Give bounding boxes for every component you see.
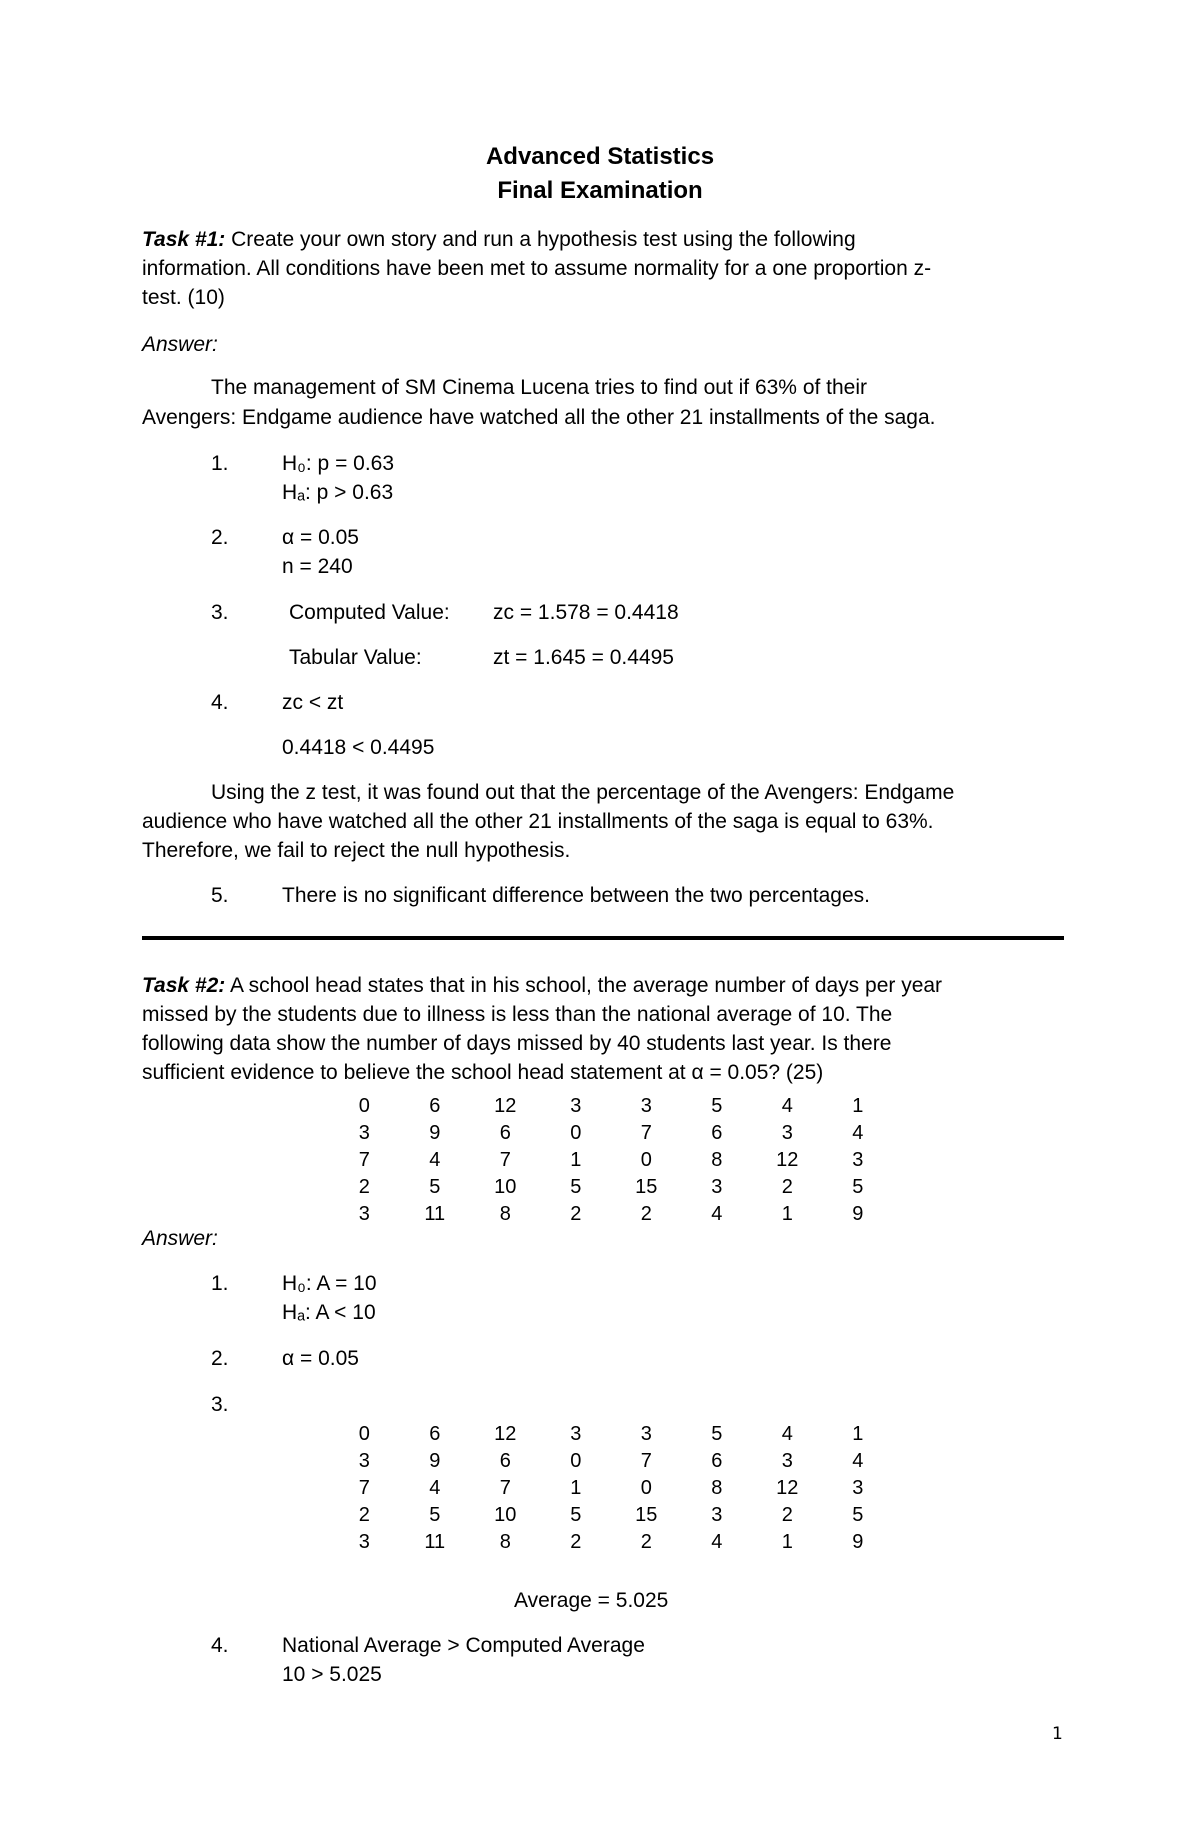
- table-cell: 10: [494, 1176, 517, 1198]
- table-cell: 11: [424, 1203, 446, 1225]
- table-row: [329, 1174, 893, 1201]
- task2-comparison: National Average > Computed Average: [282, 1634, 645, 1657]
- page-number: 1: [1052, 1724, 1063, 1744]
- table-cell: 15: [635, 1504, 658, 1526]
- table-cell: 5: [852, 1176, 864, 1198]
- table-cell: 4: [429, 1477, 441, 1499]
- table-cell: 6: [711, 1450, 723, 1472]
- task1-step1-number: 1.: [211, 452, 229, 475]
- task1-prompt: Task #1: Create your own story and run a hypothesis test using the following information. All conditions have been met to assume normality for a one proportion z- test. (10): [142, 228, 932, 309]
- table-cell: 7: [640, 1122, 652, 1144]
- table-cell: 5: [711, 1423, 723, 1445]
- table-cell: 0: [358, 1095, 370, 1117]
- task1-story-line1: The management of SM Cinema Lucena tries to find out if 63% of their: [211, 376, 868, 399]
- task1-sample-size: n = 240: [282, 555, 353, 578]
- table-cell: 9: [429, 1122, 441, 1144]
- table-cell: 3: [570, 1095, 582, 1117]
- table-cell: 1: [852, 1423, 864, 1445]
- table-cell: 8: [711, 1149, 723, 1171]
- table-cell: 1: [570, 1477, 582, 1499]
- task2-answer-label: Answer:: [142, 1227, 218, 1250]
- table-cell: 5: [852, 1504, 864, 1526]
- task2-null-hypothesis: H₀: A = 10: [282, 1272, 377, 1295]
- table-row: [329, 1201, 893, 1228]
- task2-step3-number: 3.: [211, 1393, 229, 1416]
- table-cell: 6: [711, 1122, 723, 1144]
- table-cell: 2: [358, 1176, 370, 1198]
- table-cell: 6: [429, 1095, 441, 1117]
- table-cell: 3: [640, 1095, 652, 1117]
- table-cell: 3: [358, 1531, 370, 1553]
- table-cell: 4: [781, 1095, 793, 1117]
- task1-tabular-label: Tabular Value:: [289, 646, 422, 669]
- table-cell: 12: [494, 1095, 517, 1117]
- table-cell: 6: [499, 1122, 511, 1144]
- table-cell: 6: [429, 1423, 441, 1445]
- table-cell: 1: [852, 1095, 864, 1117]
- table-cell: 3: [640, 1423, 652, 1445]
- table-cell: 3: [852, 1149, 864, 1171]
- task2-step4-number: 4.: [211, 1634, 229, 1657]
- table-row: [329, 1502, 893, 1529]
- table-cell: 4: [711, 1531, 723, 1553]
- table-cell: 3: [852, 1477, 864, 1499]
- task1-conclusion-line2: audience who have watched all the other 21 installments of the saga is equal to 63%.: [142, 810, 934, 833]
- task2-step3-data-table: [329, 1421, 893, 1556]
- table-row: [329, 1529, 893, 1556]
- table-cell: 12: [494, 1423, 517, 1445]
- table-cell: 7: [358, 1149, 370, 1171]
- table-row: [329, 1448, 893, 1475]
- table-cell: 9: [429, 1450, 441, 1472]
- table-cell: 1: [781, 1203, 793, 1225]
- table-cell: 3: [781, 1122, 793, 1144]
- table-cell: 2: [781, 1176, 793, 1198]
- task2-step1-number: 1.: [211, 1272, 229, 1295]
- table-cell: 12: [776, 1477, 799, 1499]
- table-cell: 5: [570, 1504, 582, 1526]
- table-cell: 7: [640, 1450, 652, 1472]
- task1-step2-number: 2.: [211, 526, 229, 549]
- section-divider: [142, 936, 1064, 940]
- table-cell: 12: [776, 1149, 799, 1171]
- table-cell: 4: [852, 1450, 864, 1472]
- table-cell: 2: [781, 1504, 793, 1526]
- task2-data-table: [329, 1093, 893, 1228]
- task1-alt-hypothesis: Hₐ: p > 0.63: [282, 481, 394, 504]
- table-cell: 0: [358, 1423, 370, 1445]
- table-cell: 6: [499, 1450, 511, 1472]
- table-cell: 7: [499, 1477, 511, 1499]
- table-cell: 2: [640, 1531, 652, 1553]
- table-cell: 5: [711, 1095, 723, 1117]
- table-cell: 5: [429, 1504, 441, 1526]
- task1-step3-number: 3.: [211, 601, 229, 624]
- task2-label: Task #2:: [142, 974, 226, 997]
- table-cell: 3: [781, 1450, 793, 1472]
- task2-alt-hypothesis: Hₐ: A < 10: [282, 1301, 376, 1324]
- table-cell: 4: [429, 1149, 441, 1171]
- table-cell: 2: [570, 1203, 582, 1225]
- table-cell: 7: [358, 1477, 370, 1499]
- task1-step4-number: 4.: [211, 691, 229, 714]
- table-cell: 0: [570, 1122, 582, 1144]
- table-row: [329, 1421, 893, 1448]
- table-row: [329, 1093, 893, 1120]
- table-cell: 4: [781, 1423, 793, 1445]
- table-row: [329, 1120, 893, 1147]
- table-cell: 3: [358, 1450, 370, 1472]
- document-title: Advanced Statistics: [485, 143, 715, 170]
- task1-answer-label: Answer:: [142, 333, 218, 356]
- task2-alpha: α = 0.05: [282, 1347, 359, 1370]
- task1-comparison-values: 0.4418 < 0.4495: [282, 736, 435, 759]
- table-cell: 9: [852, 1203, 864, 1225]
- table-cell: 7: [499, 1149, 511, 1171]
- task1-conclusion-line1: Using the z test, it was found out that the percentage of the Avengers: Endgame: [211, 781, 955, 804]
- table-cell: 15: [635, 1176, 658, 1198]
- task1-label: Task #1:: [142, 228, 226, 251]
- table-cell: 8: [499, 1531, 511, 1553]
- task2-average: Average = 5.025: [514, 1589, 669, 1612]
- table-cell: 0: [640, 1477, 652, 1499]
- table-row: [329, 1475, 893, 1502]
- table-cell: 11: [424, 1531, 446, 1553]
- table-cell: 8: [499, 1203, 511, 1225]
- table-cell: 2: [358, 1504, 370, 1526]
- table-row: [329, 1147, 893, 1174]
- table-cell: 1: [781, 1531, 793, 1553]
- table-cell: 3: [570, 1423, 582, 1445]
- task1-computed-label: Computed Value:: [289, 601, 450, 624]
- table-cell: 3: [711, 1504, 723, 1526]
- task1-comparison: zc < zt: [282, 691, 344, 714]
- table-cell: 3: [711, 1176, 723, 1198]
- table-cell: 4: [711, 1203, 723, 1225]
- task1-step5-number: 5.: [211, 884, 229, 907]
- task1-conclusion-line3: Therefore, we fail to reject the null hypothesis.: [142, 839, 571, 862]
- task1-tabular-value: zt = 1.645 = 0.4495: [493, 646, 674, 669]
- table-cell: 2: [640, 1203, 652, 1225]
- table-cell: 3: [358, 1122, 370, 1144]
- task2-step2-number: 2.: [211, 1347, 229, 1370]
- table-cell: 4: [852, 1122, 864, 1144]
- table-cell: 2: [570, 1531, 582, 1553]
- table-cell: 5: [429, 1176, 441, 1198]
- task1-computed-value: zc = 1.578 = 0.4418: [493, 601, 679, 624]
- task1-alpha: α = 0.05: [282, 526, 359, 549]
- table-cell: 8: [711, 1477, 723, 1499]
- table-cell: 0: [570, 1450, 582, 1472]
- table-cell: 10: [494, 1504, 517, 1526]
- task2-comparison-values: 10 > 5.025: [282, 1663, 382, 1686]
- task1-null-hypothesis: H₀: p = 0.63: [282, 452, 395, 475]
- table-cell: 5: [570, 1176, 582, 1198]
- table-cell: 0: [640, 1149, 652, 1171]
- task2-prompt: Task #2: A school head states that in his school, the average number of days per year missed by the students due to illness is less than the national average of 10. The following data show the number of days missed by 40 students last year. Is there sufficient evidence to believe the school head statement at α = 0.05? (25): [142, 974, 943, 1084]
- task1-step5-text: There is no significant difference between the two percentages.: [282, 884, 870, 907]
- document-subtitle: Final Examination: [497, 177, 703, 204]
- task1-story-line2: Avengers: Endgame audience have watched all the other 21 installments of the saga.: [142, 406, 936, 429]
- table-cell: 1: [570, 1149, 582, 1171]
- table-cell: 9: [852, 1531, 864, 1553]
- table-cell: 3: [358, 1203, 370, 1225]
